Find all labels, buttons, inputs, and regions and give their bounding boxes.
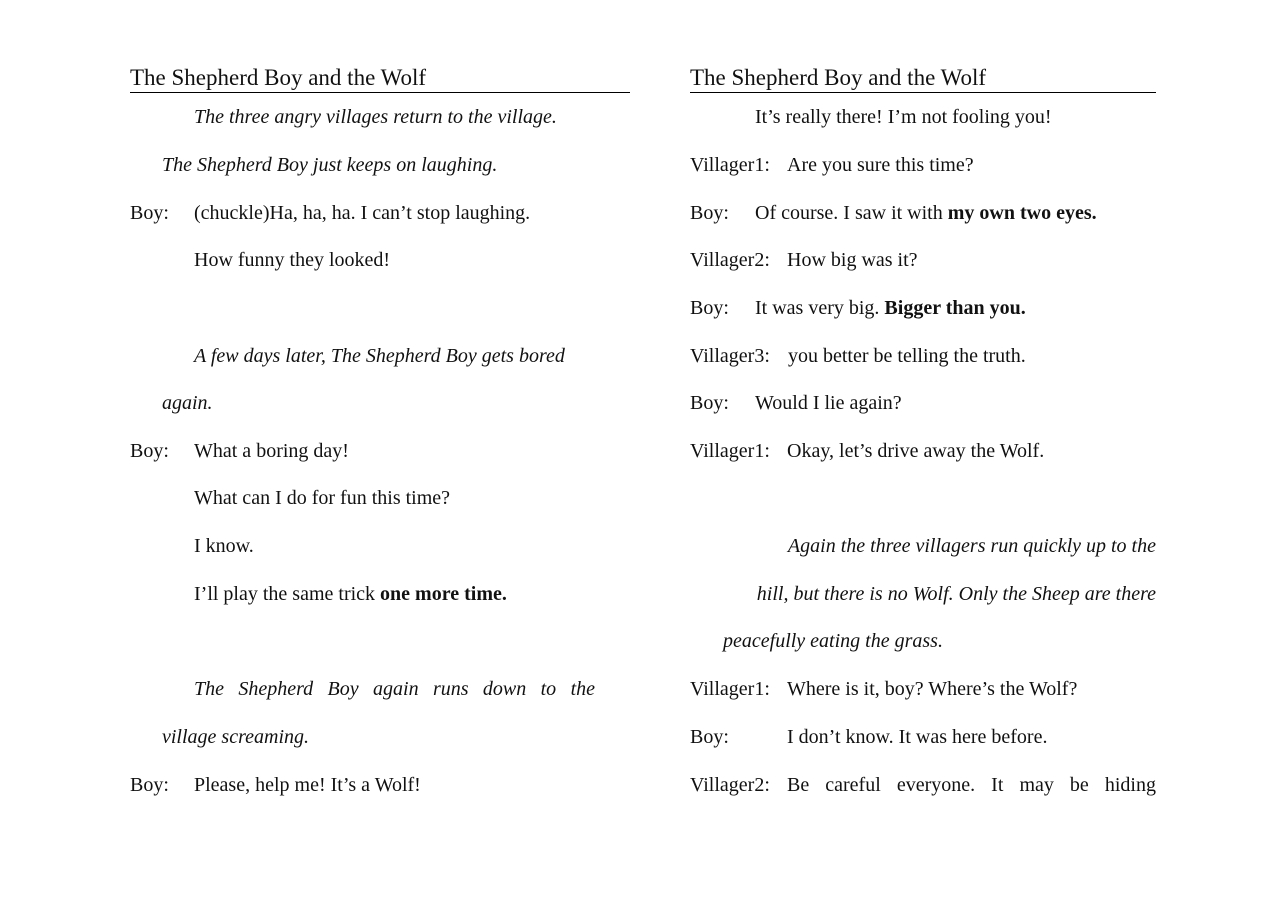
dialogue-text-plain: It was very big. (755, 297, 885, 319)
word: careful (825, 774, 881, 796)
word: down (482, 678, 527, 700)
word: Boy (327, 678, 359, 700)
stage-direction-text: A few days later, The Shepherd Boy gets bored (194, 345, 565, 367)
dialogue-text (194, 582, 507, 606)
word: the (570, 678, 595, 700)
word: The (194, 678, 224, 700)
stage-direction-text: hill, but there is no Wolf. Only the Sheep are there (756, 583, 1156, 605)
speaker-label: Villager1: (690, 440, 770, 462)
dialogue-text: Are you sure this time? (787, 154, 974, 176)
speaker-label: Boy: (130, 774, 169, 796)
dialogue-text: What can I do for fun this time? (194, 487, 451, 509)
page-header: The Shepherd Boy and the Wolf (690, 64, 1156, 93)
speaker-label: Boy: (690, 202, 729, 224)
dialogue-text-bold: Bigger than you. (884, 297, 1026, 319)
word: may (1019, 774, 1054, 796)
dialogue-text: Would I lie again? (755, 392, 902, 414)
dialogue-text (787, 773, 1156, 797)
speaker-label: Boy: (690, 726, 729, 748)
dialogue-text: I don’t know. It was here before. (787, 726, 1048, 748)
right-column (690, 64, 1156, 796)
speaker-label: Boy: (130, 440, 169, 462)
dialogue-text: How big was it? (787, 249, 918, 271)
stage-direction-text: The three angry villages return to the village. (194, 106, 557, 128)
dialogue-text: How funny they looked! (194, 249, 391, 271)
dialogue-text: (chuckle)Ha, ha, ha. I can’t stop laughing. (194, 202, 531, 224)
speaker-label: Villager3: (690, 345, 770, 367)
dialogue-text-plain: Of course. I saw it with (755, 202, 948, 224)
dialogue-text: It’s really there! I’m not fooling you! (755, 106, 1052, 128)
dialogue-text (755, 201, 1097, 225)
word: Shepherd (238, 678, 314, 700)
speaker-label: Boy: (130, 202, 169, 224)
stage-direction-text: village screaming. (162, 726, 310, 748)
dialogue-text: What a boring day! (194, 440, 349, 462)
word: hiding (1104, 774, 1156, 796)
dialogue-text: I know. (194, 535, 254, 557)
speaker-label: Villager2: (690, 249, 770, 271)
dialogue-text-bold: my own two eyes. (947, 202, 1097, 224)
dialogue-text (755, 296, 1026, 320)
speaker-label: Villager1: (690, 678, 770, 700)
page-header: The Shepherd Boy and the Wolf (130, 64, 630, 93)
word: Be (787, 774, 810, 796)
dialogue-text: Where is it, boy? Where’s the Wolf? (787, 678, 1078, 700)
dialogue-text: Please, help me! It’s a Wolf! (194, 774, 421, 796)
dialogue-text-bold: one more time. (380, 583, 507, 605)
stage-direction-text: peacefully eating the grass. (723, 630, 943, 652)
dialogue-text-plain: I’ll play the same trick (194, 583, 381, 605)
stage-direction-text: The Shepherd Boy just keeps on laughing. (162, 154, 498, 176)
speaker-label: Villager2: (690, 774, 770, 796)
word: again (373, 678, 419, 700)
word: runs (432, 678, 469, 700)
speaker-label: Villager1: (690, 154, 770, 176)
speaker-label: Boy: (690, 392, 729, 414)
word: be (1069, 774, 1089, 796)
left-column (130, 64, 595, 796)
speaker-label: Boy: (690, 297, 729, 319)
dialogue-text: Okay, let’s drive away the Wolf. (787, 440, 1045, 462)
word: to (540, 678, 557, 700)
stage-direction (194, 677, 595, 701)
stage-direction-text: Again the three villagers run quickly up to the (787, 535, 1156, 557)
stage-direction-text: again. (162, 392, 213, 414)
word: It (991, 774, 1004, 796)
word: everyone. (896, 774, 976, 796)
dialogue-text: you better be telling the truth. (788, 345, 1026, 367)
